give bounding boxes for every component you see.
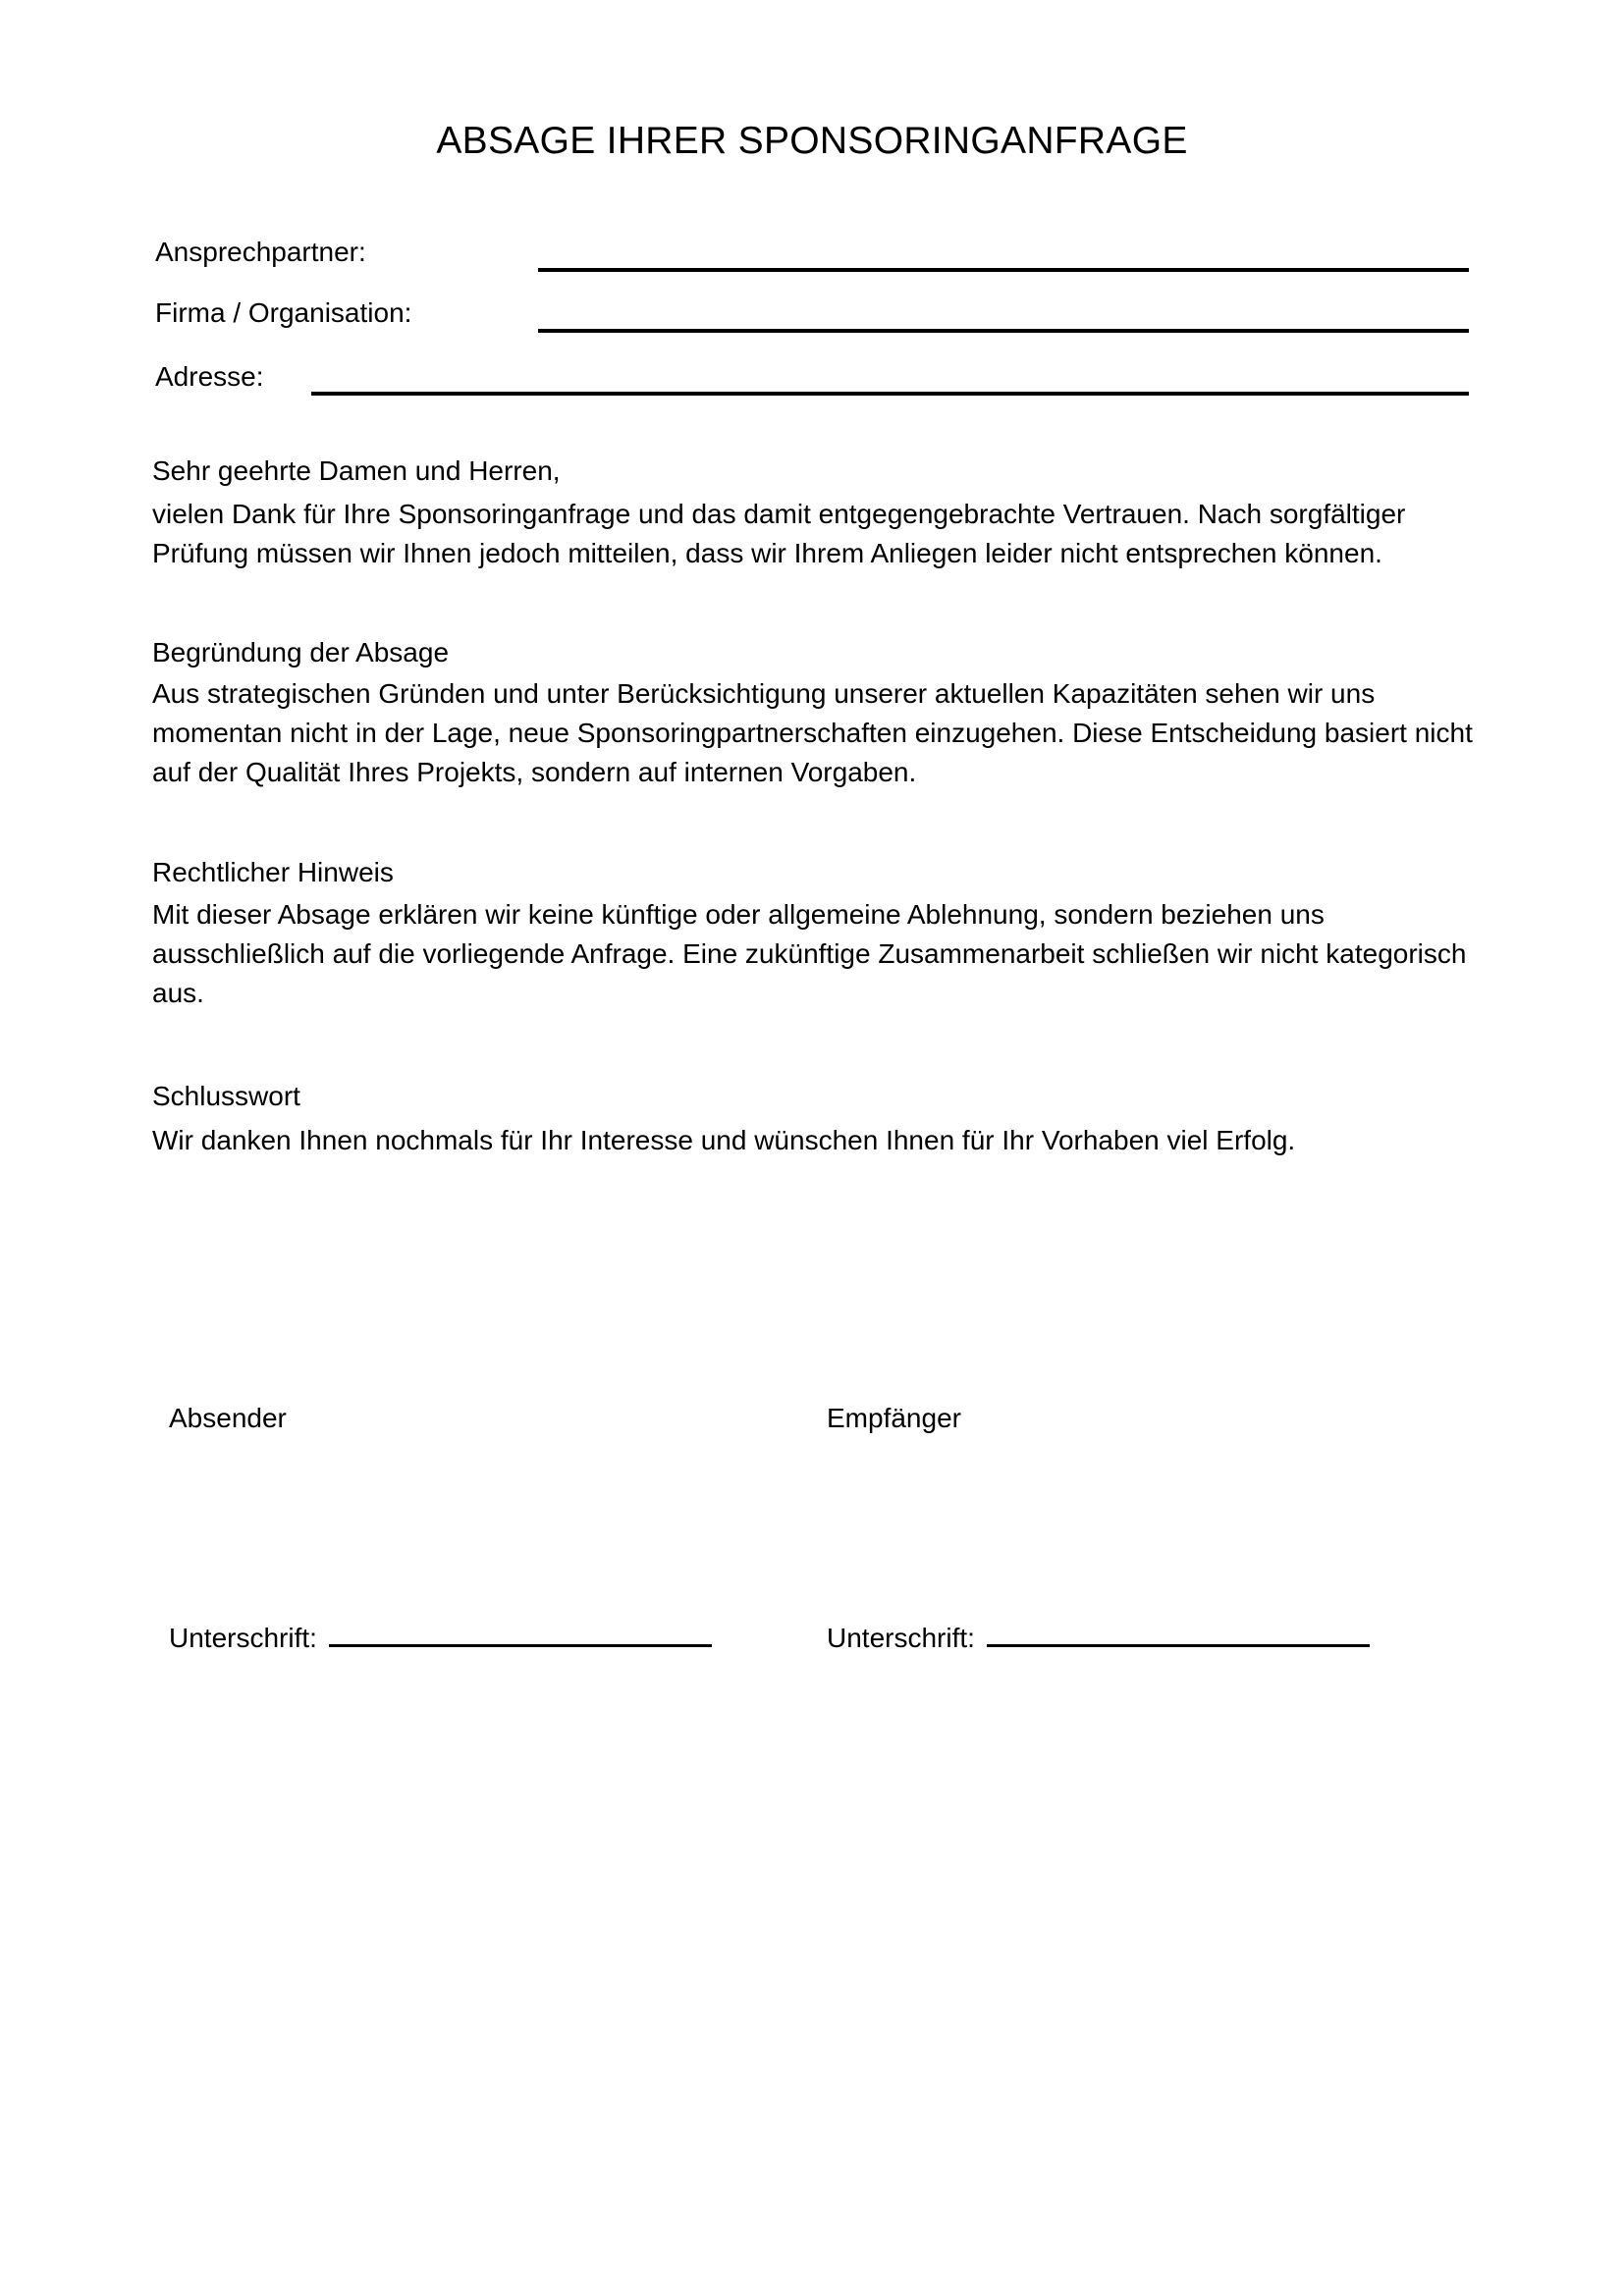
signature-role-empfaenger: Empfänger (827, 1403, 961, 1433)
section-body-begruendung: Aus strategischen Gründen und unter Berücksichtigung unserer aktuellen Kapazitäten sehen wir uns momentan nicht in der Lage, neue Sponsoringpartnerschaften einzugehen. Diese Entscheidung basiert nicht auf der Qualität Ihres Projekts, sondern auf internen Vorgaben. (152, 678, 1473, 787)
signature-label-empfaenger: Unterschrift: (827, 1623, 975, 1653)
section-heading-rechtlicher-hinweis: Rechtlicher Hinweis (152, 857, 394, 887)
document-title: ABSAGE IHRER SPONSORINGANFRAGE (436, 120, 1188, 162)
signature-row-absender (169, 1617, 712, 1654)
field-label-firma-organisation: Firma / Organisation: (155, 297, 412, 328)
section-body-rechtlicher-hinweis: Mit dieser Absage erklären wir keine künftige oder allgemeine Ablehnung, sondern beziehen uns ausschließlich auf die vorliegende Anfrage. Eine zukünftige Zusammenarbeit schließen wir nicht kategorisch aus. (152, 899, 1467, 1008)
signature-label-absender: Unterschrift: (169, 1623, 317, 1653)
section-heading-begruendung: Begründung der Absage (152, 637, 450, 667)
signature-row-empfaenger (827, 1617, 1370, 1654)
field-line-firma-organisation (538, 329, 1469, 333)
signature-role-absender: Absender (169, 1403, 287, 1433)
section-body-schlusswort: Wir danken Ihnen nochmals für Ihr Interesse und wünschen Ihnen für Ihr Vorhaben viel Erfolg. (152, 1125, 1296, 1155)
field-label-adresse: Adresse: (155, 361, 264, 392)
field-line-ansprechpartner (538, 268, 1469, 272)
field-label-ansprechpartner: Ansprechpartner: (155, 237, 366, 267)
field-line-adresse (311, 392, 1469, 396)
intro-paragraph: vielen Dank für Ihre Sponsoringanfrage und das damit entgegengebrachte Vertrauen. Nach sorgfältiger Prüfung müssen wir Ihnen jedoch mitteilen, dass wir Ihrem Anliegen leider nicht entsprechen können. (152, 499, 1406, 568)
salutation: Sehr geehrte Damen und Herren, (152, 455, 561, 486)
signature-line-empfaenger (987, 1617, 1370, 1647)
signature-line-absender (329, 1617, 712, 1647)
section-heading-schlusswort: Schlusswort (152, 1081, 300, 1111)
